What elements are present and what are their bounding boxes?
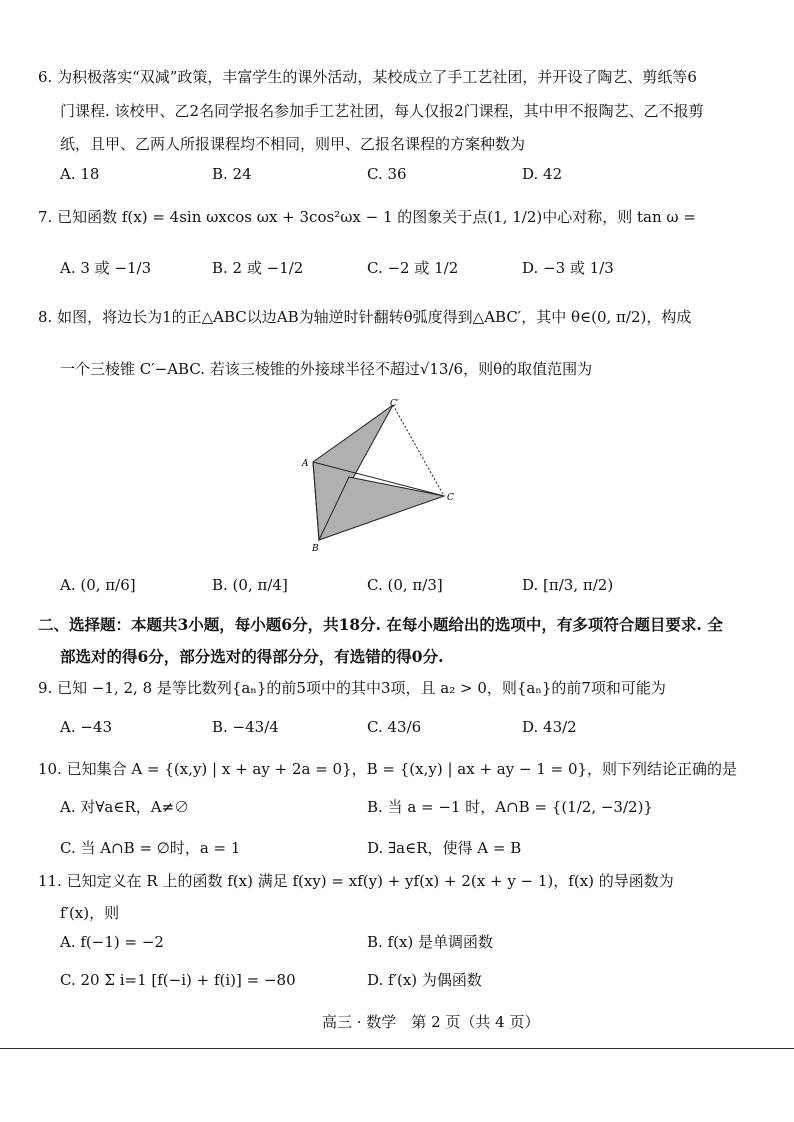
label-b: B (312, 544, 319, 554)
q6-option-b: B. 24 (212, 165, 252, 183)
q8-figure (290, 395, 470, 560)
q7-option-a: A. 3 或 −1/3 (60, 259, 152, 277)
q8-option-a: A. (0, π/6] (60, 576, 136, 594)
q6-line-1: 6. 为积极落实“双减”政策，丰富学生的课外活动，某校成立了手工艺社团，并开设了陶艺、剪纸等6 (38, 68, 697, 86)
q10-stem: 10. 已知集合 A = {(x,y) | x + ay + 2a = 0}，B = {(x,y) | ax + ay − 1 = 0}，则下列结论正确的是 (38, 760, 738, 778)
q7-option-b: B. 2 或 −1/2 (212, 259, 304, 277)
q11-line-2: f′(x)，则 (60, 904, 120, 922)
q10-option-c: C. 当 A∩B = ∅时，a = 1 (60, 839, 241, 857)
q11-option-a: A. f(−1) = −2 (60, 933, 164, 951)
q10-option-d: D. ∃a∈R，使得 A = B (367, 839, 522, 857)
page-footer: 高三 · 数学 第 2 页（共 4 页） (322, 1013, 540, 1031)
label-cprime: C′ (390, 399, 399, 409)
q7-stem: 7. 已知函数 f(x) = 4sin ωxcos ωx + 3cos²ωx − 1 的图象关于点(1, 1/2)中心对称，则 tan ω = (38, 208, 696, 226)
section-2-instructions-line-1: 二、选择题：本题共3小题，每小题6分，共18分. 在每小题给出的选项中，有多项符合题目要求. 全 (38, 615, 723, 634)
section-2-instructions-line-2: 部选对的得6分，部分选对的得部分分，有选错的得0分. (60, 647, 444, 666)
q6-option-d: D. 42 (522, 165, 563, 183)
q6-option-c: C. 36 (367, 165, 407, 183)
q9-option-d: D. 43/2 (522, 718, 577, 736)
q8-line-2: 一个三棱锥 C′−ABC. 若该三棱锥的外接球半径不超过√13/6，则θ的取值范围为 (60, 360, 593, 378)
q8-option-d: D. [π/3, π/2) (522, 576, 614, 594)
q11-option-b: B. f(x) 是单调函数 (367, 933, 494, 951)
q9-option-b: B. −43/4 (212, 718, 279, 736)
q11-option-c: C. 20 Σ i=1 [f(−i) + f(i)] = −80 (60, 971, 296, 989)
q11-option-d: D. f′(x) 为偶函数 (367, 971, 482, 989)
q9-option-c: C. 43/6 (367, 718, 422, 736)
q10-option-a: A. 对∀a∈R，A≠∅ (60, 798, 190, 816)
q10-option-b: B. 当 a = −1 时，A∩B = {(1/2, −3/2)} (367, 798, 653, 816)
q7-option-d: D. −3 或 1/3 (522, 259, 614, 277)
label-a: A (302, 459, 309, 469)
q11-line-1: 11. 已知定义在 R 上的函数 f(x) 满足 f(xy) = xf(y) + yf(x) + 2(x + y − 1)，f(x) 的导函数为 (38, 872, 674, 890)
q8-line-1: 8. 如图，将边长为1的正△ABC以边AB为轴逆时针翻转θ弧度得到△ABC′，其中 θ∈(0, π/2)，构成 (38, 308, 692, 326)
q8-option-b: B. (0, π/4] (212, 576, 288, 594)
q7-option-c: C. −2 或 1/2 (367, 259, 459, 277)
bottom-divider (0, 1048, 794, 1049)
label-c: C (447, 493, 454, 503)
q6-option-a: A. 18 (60, 165, 100, 183)
edge-cprime-c (393, 405, 444, 496)
q9-stem: 9. 已知 −1, 2, 8 是等比数列{aₙ}的前5项中的其中3项，且 a₂ > 0，则{aₙ}的前7项和可能为 (38, 679, 666, 697)
q9-option-a: A. −43 (60, 718, 113, 736)
q8-option-c: C. (0, π/3] (367, 576, 443, 594)
q6-line-3: 纸，且甲、乙两人所报课程均不相同，则甲、乙报名课程的方案种数为 (60, 135, 526, 153)
q6-line-2: 门课程. 该校甲、乙2名同学报名参加手工艺社团，每人仅报2门课程，其中甲不报陶艺、乙不报剪 (60, 102, 704, 120)
